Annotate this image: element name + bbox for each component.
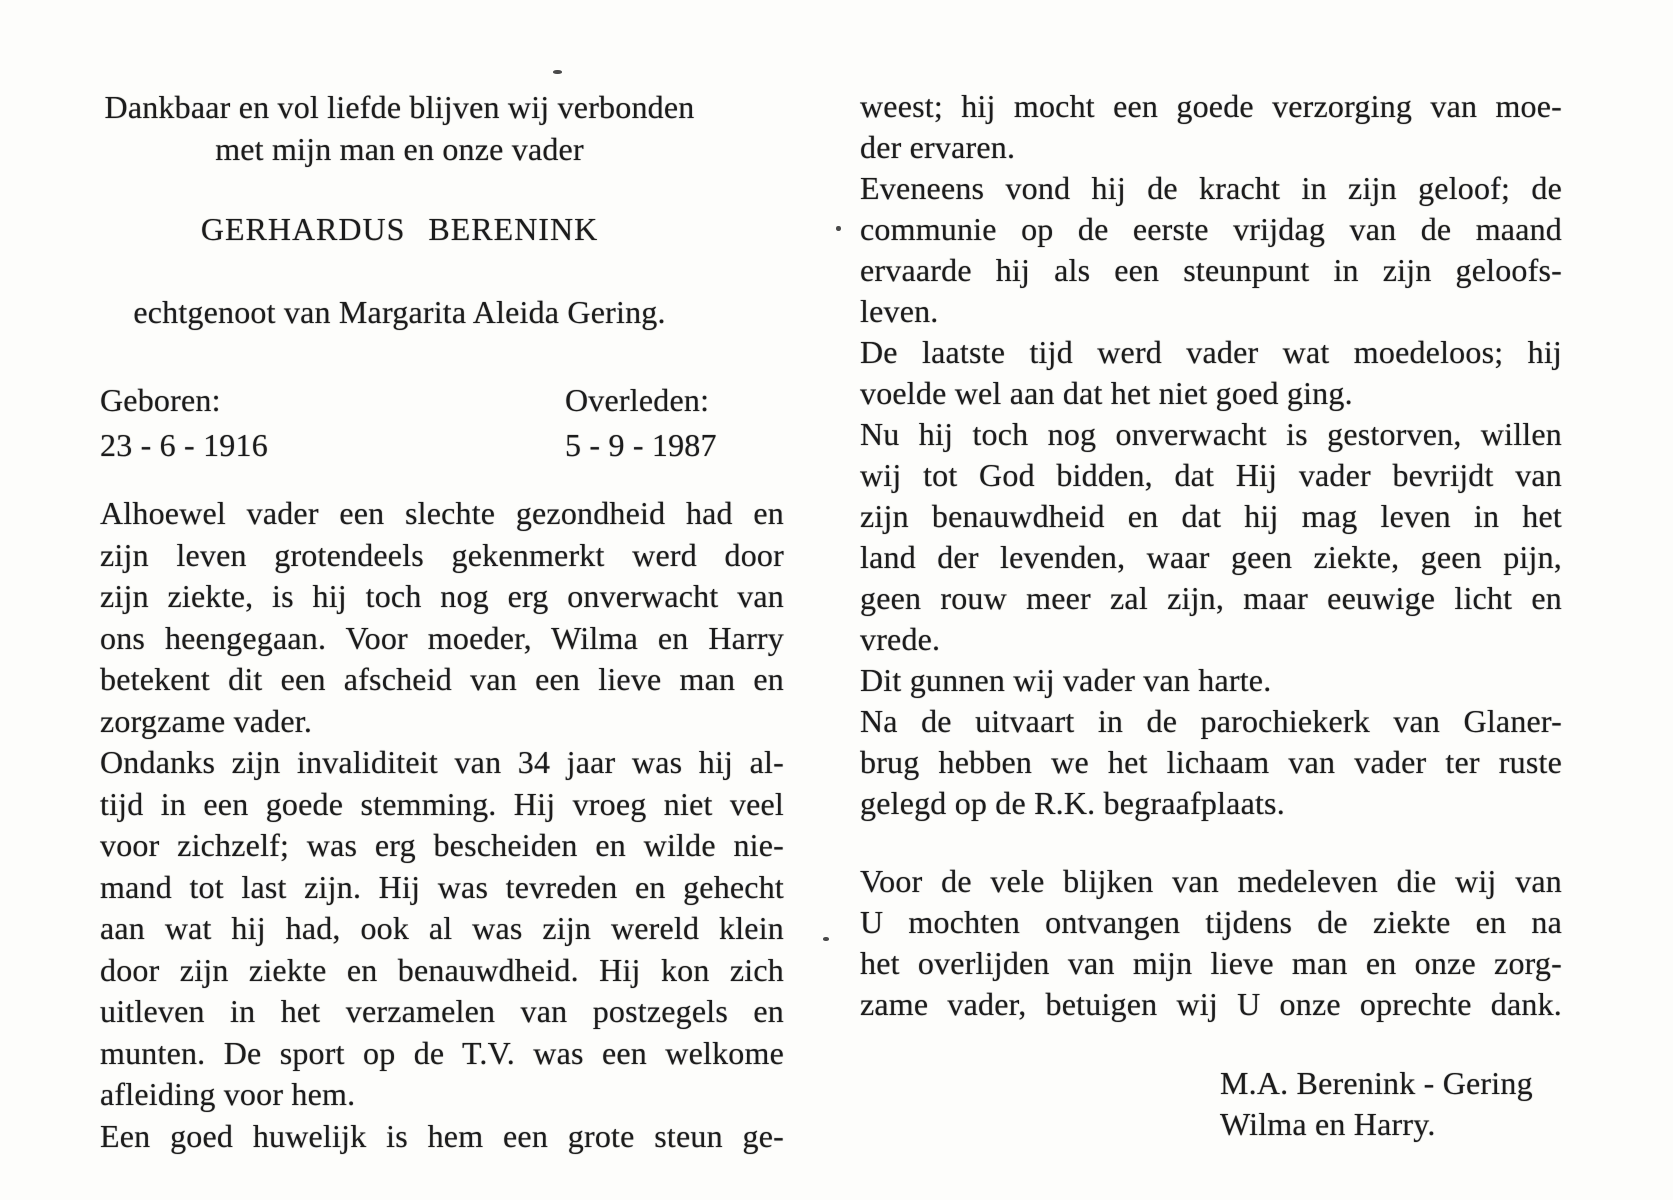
- acknowledgement-paragraph: [860, 861, 1562, 1025]
- text-line: Eveneens vond hij de kracht in zijn geloof; de: [860, 170, 1562, 206]
- paragraph: [100, 493, 784, 742]
- text-line: Wilma en Harry.: [1220, 1106, 1436, 1142]
- dates-block: [100, 378, 784, 468]
- paragraph: [100, 1116, 784, 1158]
- right-column: [860, 86, 1562, 1145]
- text-line: voelde wel aan dat het niet goed ging.: [860, 375, 1353, 411]
- date-values-row: [100, 423, 784, 468]
- text-line: zorgzame vader.: [100, 702, 313, 739]
- text-line: het overlijden van mijn lieve man en onze zorg-: [860, 945, 1562, 981]
- text-line: vrede.: [860, 621, 941, 657]
- deceased-name: GERHARDUS BERENINK: [200, 211, 599, 247]
- text-line: brug hebben we het lichaam van vader ter ruste: [860, 744, 1562, 780]
- text-line: U mochten ontvangen tijdens de ziekte en na: [860, 904, 1562, 940]
- text-line: door zijn ziekte en benauwdheid. Hij kon zich: [100, 951, 784, 988]
- text-line: gelegd op de R.K. begraafplaats.: [860, 785, 1285, 821]
- text-line: Dit gunnen wij vader van harte.: [860, 662, 1272, 698]
- text-line: zijn benauwdheid en dat hij mag leven in het: [860, 498, 1562, 534]
- text-line: der ervaren.: [860, 129, 1016, 165]
- left-column: [100, 86, 784, 1157]
- text-line: weest; hij mocht een goede verzorging van moe-: [860, 88, 1562, 124]
- paragraph: [860, 414, 1562, 660]
- text-line: De laatste tijd werd vader wat moedeloos; hij: [860, 334, 1562, 370]
- text-line: wij tot God bidden, dat Hij vader bevrijdt van: [860, 457, 1562, 493]
- text-line: afleiding voor hem.: [100, 1076, 356, 1112]
- text-line: Nu hij toch nog onverwacht is gestorven, willen: [860, 416, 1562, 452]
- scan-speck: [836, 226, 841, 231]
- text-line: Ondanks zijn invaliditeit van 34 jaar was hij al-: [100, 744, 784, 780]
- text-line: zijn ziekte, is hij toch nog erg onverwacht van: [100, 578, 784, 614]
- text-line: mand tot last zijn. Hij was tevreden en gehecht: [100, 868, 784, 905]
- text-line: Een goed huwelijk is hem een grote steun ge-: [100, 1117, 784, 1154]
- paragraph: [860, 86, 1562, 168]
- text-line: aan wat hij had, ook al was zijn wereld klein: [100, 910, 784, 946]
- scan-speck: [553, 70, 562, 74]
- born-label: Geboren:: [100, 382, 221, 418]
- text-line: met mijn man en onze vader: [215, 131, 584, 167]
- paragraph: [100, 742, 784, 1116]
- paragraph: [860, 660, 1562, 701]
- died-date: 5 - 9 - 1987: [565, 427, 717, 463]
- text-line: Dankbaar en vol liefde blijven wij verbonden: [104, 89, 695, 125]
- text-line: zame vader, betuigen wij U onze oprechte dank.: [860, 986, 1562, 1022]
- text-line: communie op de eerste vrijdag van de maand: [860, 211, 1562, 247]
- spouse-line: echtgenoot van Margarita Aleida Gering.: [133, 294, 666, 330]
- text-line: ervaarde hij als een steunpunt in zijn geloofs-: [860, 252, 1562, 288]
- text-line: land der levenden, waar geen ziekte, geen pijn,: [860, 539, 1562, 575]
- intro-lines: [100, 86, 784, 170]
- paragraph: [860, 332, 1562, 414]
- text-line: M.A. Berenink - Gering: [1220, 1065, 1533, 1101]
- text-line: Voor de vele blijken van medeleven die wij van: [860, 863, 1562, 899]
- died-label: Overleden:: [565, 382, 710, 418]
- date-labels-row: [100, 378, 784, 423]
- paragraph: [860, 168, 1562, 332]
- text-line: Alhoewel vader een slechte gezondheid had en: [100, 495, 784, 531]
- born-date: 23 - 6 - 1916: [100, 427, 268, 463]
- text-line: voor zichzelf; was erg bescheiden en wilde nie-: [100, 827, 784, 863]
- signature-block: [860, 1063, 1562, 1145]
- text-line: leven.: [860, 293, 939, 329]
- text-line: Na de uitvaart in de parochiekerk van Glaner-: [860, 703, 1562, 739]
- text-line: ons heengegaan. Voor moeder, Wilma en Harry: [100, 619, 784, 656]
- text-line: zijn leven grotendeels gekenmerkt werd door: [100, 536, 784, 573]
- paragraph: [860, 701, 1562, 824]
- text-line: geen rouw meer zal zijn, maar eeuwige licht en: [860, 580, 1562, 616]
- text-line: munten. De sport op de T.V. was een welkome: [100, 1034, 784, 1071]
- text-line: tijd in een goede stemming. Hij vroeg niet veel: [100, 785, 784, 822]
- scan-speck: [823, 937, 829, 941]
- text-line: uitleven in het verzamelen van postzegels en: [100, 993, 784, 1029]
- text-line: betekent dit een afscheid van een lieve man en: [100, 661, 784, 697]
